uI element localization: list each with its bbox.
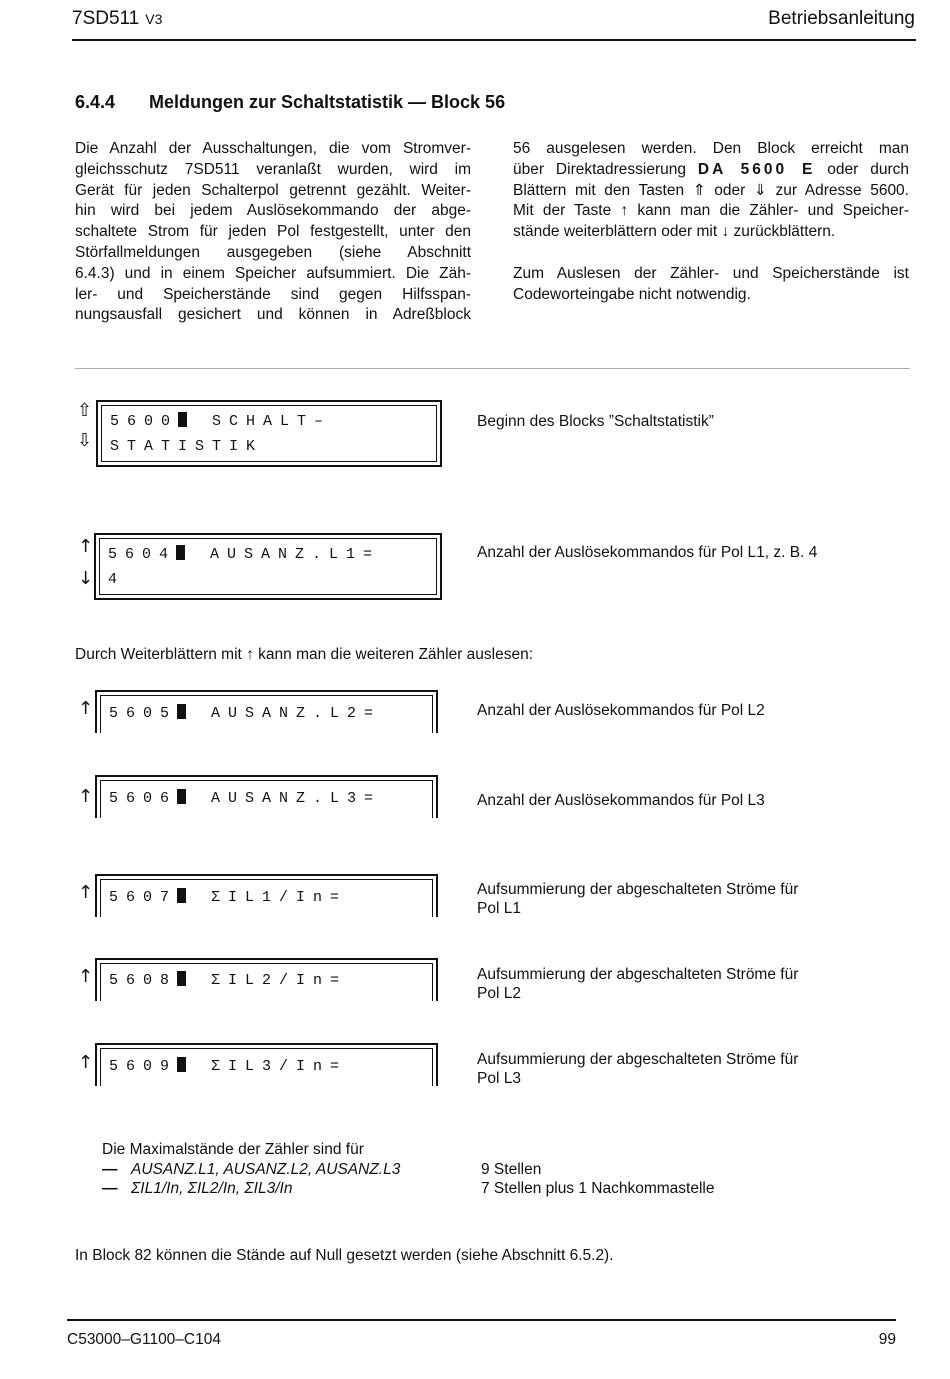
footer-rule bbox=[67, 1319, 896, 1321]
section-number: 6.4.4 bbox=[75, 92, 116, 112]
max-values-intro: Die Maximalstände der Zähler sind für bbox=[102, 1141, 364, 1158]
closing-text: In Block 82 können die Stände auf Null gesetzt werden (siehe Abschnitt 6.5.2). bbox=[75, 1247, 614, 1264]
up-arrow-icon: ↑ bbox=[78, 882, 94, 903]
direct-address-code: DA 5600 E bbox=[697, 160, 816, 178]
up-arrow-icon: ↑ bbox=[78, 536, 94, 557]
text-line: über Direktadressierung DA 5600 E oder durch bbox=[513, 160, 909, 178]
up-arrow-icon: ↑ bbox=[78, 966, 94, 987]
lcd-cursor bbox=[177, 971, 186, 986]
lcd-line-1: 5604 AUSANZ.L1= bbox=[108, 546, 381, 563]
lcd-line-1: 5600 SCHALT– bbox=[110, 413, 332, 430]
lcd-cursor bbox=[177, 789, 186, 804]
text-line: Blättern mit den Tasten ⇑ oder ⇓ zur Adresse 5600. bbox=[513, 181, 909, 199]
text-line: Mit der Taste ↑ kann man die Zähler- und Speicher- bbox=[513, 202, 909, 220]
version-label: V3 bbox=[145, 11, 163, 27]
text-line: Die Anzahl der Ausschaltungen, die vom Stromver- bbox=[75, 140, 471, 157]
text-line: Gerät für jeden Schalterpol getrennt gezählt. Weiter- bbox=[75, 181, 471, 199]
left-column-text bbox=[75, 139, 471, 326]
text-line: nungsausfall gesichert und können in Adreßblock bbox=[75, 306, 471, 324]
lcd-line-1: 5607 ΣIL1/In= bbox=[109, 889, 348, 906]
separator-rule bbox=[75, 368, 910, 369]
display-description-2: Pol L3 bbox=[477, 1070, 521, 1087]
lcd-line-2: STATISTIK bbox=[110, 438, 264, 455]
text-line: schaltete Strom für jeden Pol festgestellt, unter den bbox=[75, 223, 471, 241]
document-title: Betriebsanleitung bbox=[768, 8, 915, 29]
text-line: Zum Auslesen der Zähler- und Speicherstände ist bbox=[513, 264, 909, 282]
page-number: 99 bbox=[878, 1331, 896, 1348]
lcd-line-1: 5606 AUSANZ.L3= bbox=[109, 790, 382, 807]
lcd-cursor bbox=[176, 545, 185, 560]
max-values-label-2: ΣIL1/In, ΣIL2/In, ΣIL3/In bbox=[131, 1180, 293, 1197]
max-values-label-1: AUSANZ.L1, AUSANZ.L2, AUSANZ.L3 bbox=[131, 1161, 401, 1178]
page-up-arrow-icon: ⇧ bbox=[77, 400, 93, 421]
text-line: stände weiterblättern oder mit ↓ zurückblättern. bbox=[513, 223, 836, 241]
display-description: Anzahl der Auslösekommandos für Pol L3 bbox=[477, 792, 765, 809]
max-values-value-2: 7 Stellen plus 1 Nachkommastelle bbox=[481, 1180, 715, 1197]
lcd-display-5605 bbox=[95, 690, 438, 733]
down-arrow-icon: ↓ bbox=[78, 568, 94, 589]
lcd-cursor bbox=[177, 888, 186, 903]
lcd-display-5604 bbox=[94, 533, 442, 600]
intermediate-text: Durch Weiterblättern mit ↑ kann man die weiteren Zähler auslesen: bbox=[75, 646, 534, 663]
lcd-display-5609 bbox=[95, 1043, 438, 1086]
lcd-line-1: 5608 ΣIL2/In= bbox=[109, 972, 348, 989]
up-arrow-icon: ↑ bbox=[78, 698, 94, 719]
lcd-display-5606 bbox=[95, 775, 438, 818]
display-description: Beginn des Blocks ”Schaltstatistik” bbox=[477, 413, 714, 430]
lcd-line-1: 5609 ΣIL3/In= bbox=[109, 1058, 348, 1075]
text-line: ler- und Speicherstände sind gegen Hilfsspan- bbox=[75, 285, 471, 303]
display-description: Aufsummierung der abgeschalteten Ströme für bbox=[477, 881, 799, 898]
lcd-cursor bbox=[178, 412, 187, 427]
text-line: 6.4.3) und in einem Speicher aufsummiert. Die Zäh- bbox=[75, 264, 471, 282]
text-line: 56 ausgelesen werden. Den Block erreicht man bbox=[513, 140, 909, 157]
document-id: 7SD511 V3 bbox=[72, 8, 163, 29]
lcd-display-5608 bbox=[95, 958, 438, 1001]
display-description: Aufsummierung der abgeschalteten Ströme für bbox=[477, 1051, 799, 1068]
header-rule bbox=[72, 39, 916, 41]
list-dash: — bbox=[102, 1180, 118, 1197]
list-dash: — bbox=[102, 1161, 118, 1178]
lcd-cursor bbox=[177, 1057, 186, 1072]
up-arrow-icon: ↑ bbox=[78, 1052, 94, 1073]
max-values-value-1: 9 Stellen bbox=[481, 1161, 542, 1178]
display-description: Anzahl der Auslösekommandos für Pol L1, z. B. 4 bbox=[477, 544, 818, 561]
text-line: gleichsschutz 7SD511 veranlaßt wurden, wird im bbox=[75, 160, 471, 178]
text-line: hin wird bei jedem Auslösekommando der abge- bbox=[75, 202, 471, 220]
display-description-2: Pol L1 bbox=[477, 900, 521, 917]
display-description: Aufsummierung der abgeschalteten Ströme für bbox=[477, 966, 799, 983]
lcd-display-5600 bbox=[96, 400, 442, 467]
right-column-text bbox=[513, 139, 909, 305]
display-description: Anzahl der Auslösekommandos für Pol L2 bbox=[477, 702, 765, 719]
text-line: Störfallmeldungen ausgegeben (siehe Abschnitt bbox=[75, 243, 471, 261]
lcd-display-5607 bbox=[95, 874, 438, 917]
lcd-line-1: 5605 AUSANZ.L2= bbox=[109, 705, 382, 722]
text-line: Codeworteingabe nicht notwendig. bbox=[513, 285, 751, 303]
lcd-line-2: 4 bbox=[108, 571, 126, 588]
section-title: Meldungen zur Schaltstatistik — Block 56 bbox=[149, 92, 506, 112]
lcd-cursor bbox=[177, 704, 186, 719]
order-number: C53000–G1100–C104 bbox=[67, 1331, 221, 1348]
page-down-arrow-icon: ⇩ bbox=[77, 430, 93, 451]
display-description-2: Pol L2 bbox=[477, 985, 521, 1002]
up-arrow-icon: ↑ bbox=[78, 786, 94, 807]
